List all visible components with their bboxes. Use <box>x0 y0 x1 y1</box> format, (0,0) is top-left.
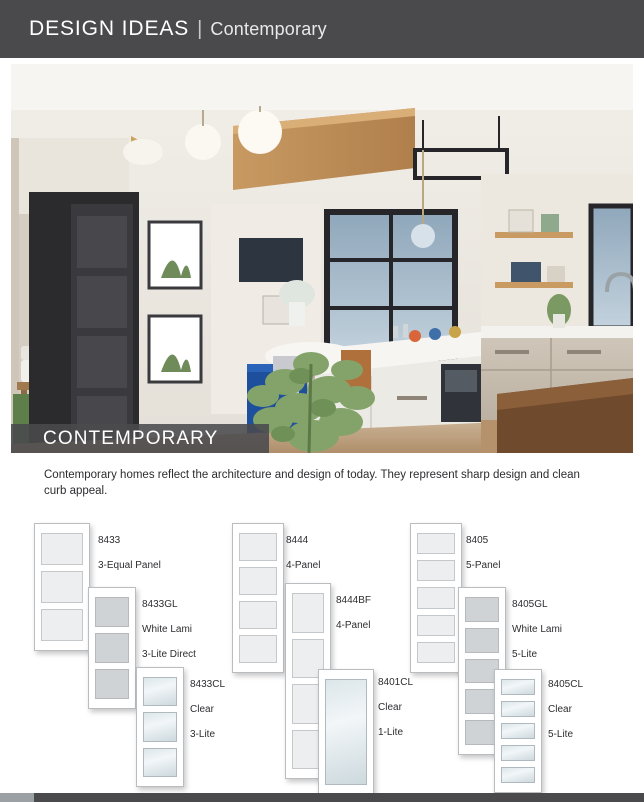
door-8433gl-label <box>142 586 196 661</box>
footer-bar <box>0 793 644 802</box>
door-8433cl-line-1: Clear <box>190 703 214 715</box>
category-banner <box>11 424 269 453</box>
door-8444-panels <box>233 524 283 672</box>
door-8444-label <box>286 522 320 572</box>
door-8405-panels <box>411 524 461 672</box>
door-8405cl-label <box>548 666 583 741</box>
door-8405cl-code: 8405CL <box>548 678 584 690</box>
door-panel <box>501 723 535 739</box>
door-8401cl-panels <box>319 670 373 794</box>
door-panel <box>41 609 83 641</box>
door-8433cl-code: 8433CL <box>190 678 226 690</box>
door-panel <box>41 571 83 603</box>
door-panel <box>501 679 535 695</box>
door-8444-code: 8444 <box>286 534 309 546</box>
door-panel <box>292 593 324 633</box>
door-8405gl-label <box>512 586 562 661</box>
hero-photo <box>11 64 633 453</box>
door-panel <box>501 701 535 717</box>
door-panel <box>95 633 129 663</box>
page-header <box>0 0 644 58</box>
door-panel <box>465 628 499 653</box>
door-8405gl-line-1: White Lami <box>512 623 563 635</box>
door-products-group <box>0 505 644 795</box>
door-8444bf-label <box>336 582 371 632</box>
door-8444-line-1: 4-Panel <box>286 559 321 571</box>
header-title-group <box>29 17 327 41</box>
door-8433cl[interactable] <box>136 667 184 787</box>
door-8401cl[interactable] <box>318 669 374 795</box>
door-panel <box>465 597 499 622</box>
footer-accent <box>0 793 34 802</box>
door-8405-line-1: 5-Panel <box>466 559 501 571</box>
page-title: DESIGN IDEAS <box>29 17 190 40</box>
door-panel <box>417 615 455 636</box>
header-separator: | <box>197 18 203 40</box>
door-panel <box>239 567 277 595</box>
door-panel <box>417 533 455 554</box>
door-panel <box>143 677 177 706</box>
page-subtitle: Contemporary <box>210 19 327 39</box>
door-8444bf-line-1: 4-Panel <box>336 619 371 631</box>
door-8433gl-line-1: White Lami <box>142 623 193 635</box>
door-8433gl-code: 8433GL <box>142 598 178 610</box>
door-8433gl[interactable] <box>88 587 136 709</box>
door-8405[interactable] <box>410 523 462 673</box>
door-8405-code: 8405 <box>466 534 489 546</box>
door-8405cl-panels <box>495 670 541 792</box>
door-panel <box>501 767 535 783</box>
door-8433cl-line-2: 3-Lite <box>190 728 216 740</box>
door-8405gl-code: 8405GL <box>512 598 548 610</box>
door-panel <box>95 597 129 627</box>
door-8401cl-label <box>378 664 413 739</box>
door-8433gl-panels <box>89 588 135 708</box>
door-8401cl-line-1: Clear <box>378 701 402 713</box>
category-banner-label: CONTEMPORARY <box>43 427 219 449</box>
door-panel <box>239 533 277 561</box>
door-8405gl-line-2: 5-Lite <box>512 648 538 660</box>
door-8401cl-line-2: 1-Lite <box>378 726 404 738</box>
door-panel <box>41 533 83 565</box>
description-text: Contemporary homes reflect the architecture and design of today. They represent sharp design and clean curb appeal. <box>44 469 580 497</box>
door-8433-label <box>98 522 161 572</box>
door-8433-panels <box>35 524 89 650</box>
door-panel <box>325 679 367 785</box>
door-8433cl-label <box>190 666 225 741</box>
door-panel <box>239 635 277 663</box>
door-panel <box>501 745 535 761</box>
door-8405cl-line-2: 5-Lite <box>548 728 574 740</box>
hero-photo-illustration <box>11 64 633 453</box>
door-8433-code: 8433 <box>98 534 121 546</box>
door-panel <box>417 587 455 608</box>
door-panel <box>143 712 177 741</box>
door-8444[interactable] <box>232 523 284 673</box>
door-8433gl-line-2: 3-Lite Direct <box>142 648 196 660</box>
door-8405-label <box>466 522 500 572</box>
door-8405cl[interactable] <box>494 669 542 793</box>
door-8433[interactable] <box>34 523 90 651</box>
door-panel <box>417 642 455 663</box>
door-8444bf-code: 8444BF <box>336 594 372 606</box>
door-panel <box>95 669 129 699</box>
door-panel <box>417 560 455 581</box>
door-8401cl-code: 8401CL <box>378 676 414 688</box>
door-panel <box>239 601 277 629</box>
door-8405cl-line-1: Clear <box>548 703 572 715</box>
door-8433cl-panels <box>137 668 183 786</box>
door-panel <box>143 748 177 777</box>
door-8433-line-1: 3-Equal Panel <box>98 559 161 571</box>
